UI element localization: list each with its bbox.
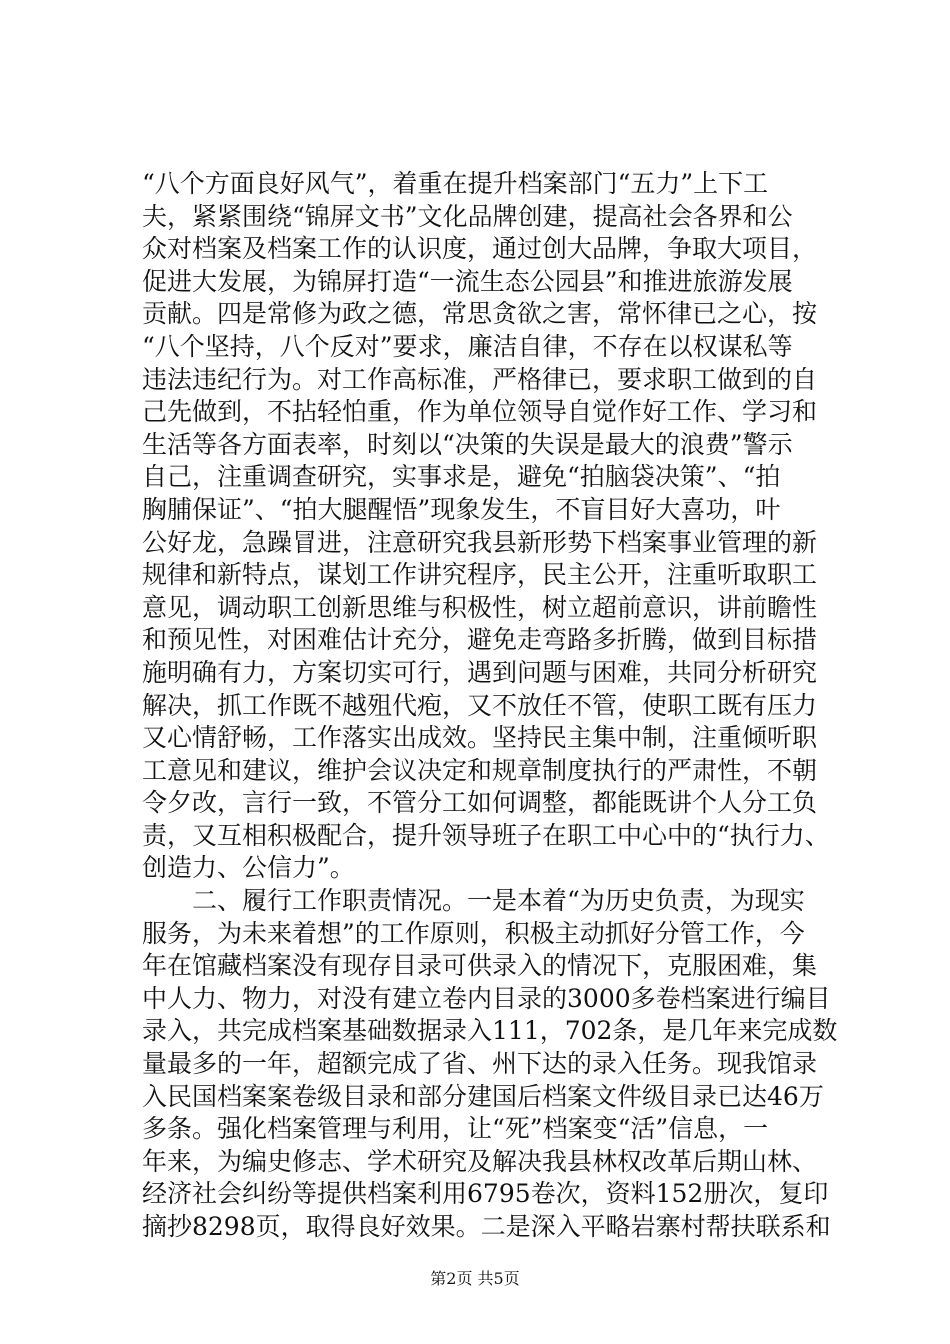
- text-line: 工意见和建议，维护会议决定和规章制度执行的严肃性，不朝: [142, 755, 818, 785]
- text-line: 年在馆藏档案没有现存目录可供录入的情况下，克服困难，集: [142, 951, 818, 981]
- text-line: 二、履行工作职责情况。一是本着“为历史负责，为现实: [192, 886, 805, 916]
- text-line: 量最多的一年，超额完成了省、州下达的录入任务。现我馆录: [142, 1049, 818, 1079]
- text-line: 解决，抓工作既不越殂代疱，又不放任不管，使职工既有压力: [142, 690, 818, 720]
- text-line: 公好龙，急躁冒进，注意研究我县新形势下档案事业管理的新: [142, 527, 818, 557]
- text-line: 入民国档案案卷级目录和部分建国后档案文件级目录已达46万: [142, 1081, 824, 1111]
- text-line: 令夕改，言行一致，不管分工如何调整，都能既讲个人分工负: [142, 788, 818, 818]
- text-line: 众对档案及档案工作的认识度，通过创大品牌，争取大项目，: [142, 234, 818, 264]
- text-line: 胸脯保证”、“拍大腿醒悟”现象发生，不盲目好大喜功，叶: [142, 494, 781, 524]
- text-line: 摘抄8298页，取得良好效果。二是深入平略岩寨村帮扶联系和: [142, 1212, 831, 1241]
- text-line: 生活等各方面表率，时刻以“决策的失误是最大的浪费”警示: [142, 429, 793, 459]
- text-line: 意见，调动职工创新思维与积极性，树立超前意识，讲前瞻性: [142, 592, 818, 622]
- text-line: 责，又互相积极配合，提升领导班子在职工中心中的“执行力、: [142, 820, 830, 850]
- text-line: “八个方面良好风气”，着重在提升档案部门“五力”上下工: [142, 169, 769, 198]
- page-footer: 第2页 共5页: [430, 1269, 520, 1288]
- text-line: 中人力、物力，对没有建立卷内目录的3000多卷档案进行编目: [142, 983, 831, 1013]
- body-text: [142, 168, 842, 1244]
- text-line: “八个坚持，八个反对”要求，廉洁自律，不存在以权谋私等: [142, 331, 793, 361]
- text-line: 违法违纪行为。对工作高标准，严格律已，要求职工做到的自: [142, 364, 818, 394]
- text-line: 录入，共完成档案基础数据录入111，702条，是几年来完成数: [142, 1016, 838, 1046]
- text-line: 多条。强化档案管理与利用，让“死”档案变“活”信息，一: [142, 1114, 769, 1144]
- text-line: 和预见性，对困难估计充分，避免走弯路多折腾，做到目标措: [142, 625, 818, 655]
- text-line: 施明确有力，方案切实可行，遇到问题与困难，共同分析研究: [142, 657, 818, 687]
- text-line: 促进大发展，为锦屏打造“一流生态公园县”和推进旅游发展: [142, 266, 793, 296]
- text-line: 规律和新特点，谋划工作讲究程序，民主公开，注重听取职工: [142, 560, 818, 590]
- text-line: 创造力、公信力”。: [142, 853, 355, 883]
- text-line: 服务，为未来着想”的工作原则，积极主动抓好分管工作，今: [142, 918, 805, 948]
- text-line: 年来，为编史修志、学术研究及解决我县林权改革后期山林、: [142, 1146, 818, 1176]
- text-line: 夫，紧紧围绕“锦屏文书”文化品牌创建，提高社会各界和公: [142, 201, 793, 231]
- text-line: 己先做到，不拈轻怕重，作为单位领导自觉作好工作、学习和: [142, 397, 818, 427]
- text-line: 自己，注重调查研究，实事求是，避免“拍脑袋决策”、“拍: [142, 462, 781, 492]
- text-line: 经济社会纠纷等提供档案利用6795卷次，资料152册次，复印: [142, 1179, 829, 1209]
- text-line: 又心情舒畅，工作落实出成效。坚持民主集中制，注重倾听职: [142, 723, 818, 753]
- text-line: 贡献。四是常修为政之德，常思贪欲之害，常怀律已之心，按: [142, 299, 818, 329]
